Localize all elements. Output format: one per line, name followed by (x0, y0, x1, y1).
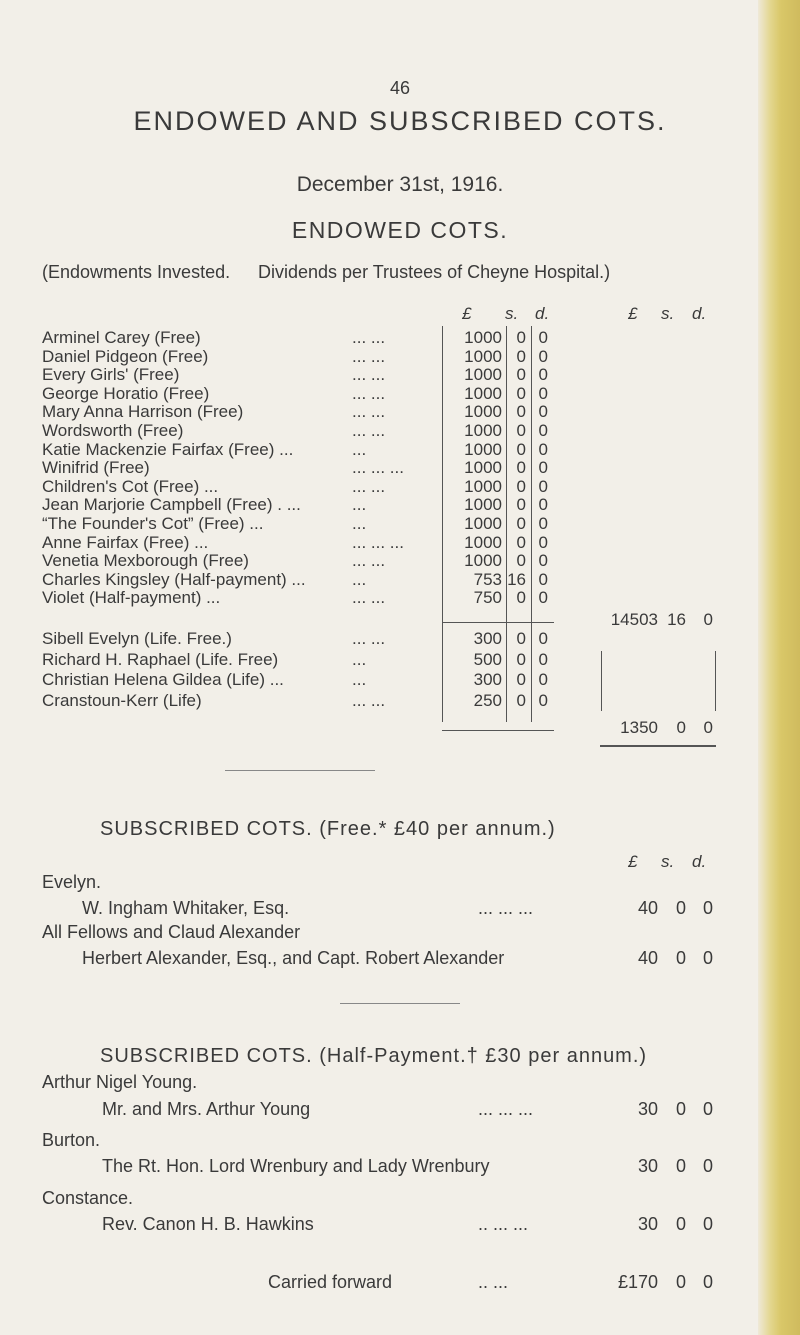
pounds-value: 750 (473, 588, 502, 608)
page-number: 46 (389, 78, 411, 98)
table-row (0, 670, 800, 692)
pence-value: 0 (538, 629, 548, 648)
leader-dots: ... ... ... (478, 1099, 534, 1119)
pounds-value: 40 (637, 898, 658, 918)
pence-value: 0 (538, 402, 548, 422)
shillings-value: 0 (516, 346, 526, 366)
pence-value: 0 (538, 476, 548, 496)
leader-dots: ... ... (352, 365, 386, 385)
leader-dots: ... ... (352, 402, 386, 422)
pounds-value: 1000 (464, 421, 502, 440)
leader-dots: ... (352, 439, 367, 459)
pence-value: 0 (538, 670, 548, 689)
cot-name: Mary Anna Harrison (Free) (42, 402, 244, 422)
column-headers-subscribed: £ s. d. (628, 852, 707, 871)
cot-name: Every Girls' (Free) (42, 365, 180, 385)
pence-value: 0 (538, 514, 548, 533)
leader-dots: ... ... (352, 551, 386, 571)
leader-dots: .. ... ... (478, 1214, 529, 1234)
leader-dots: ... ... ... (352, 532, 404, 552)
table-row (0, 948, 800, 972)
table-row (0, 629, 800, 651)
pence-value: 0 (702, 1099, 713, 1119)
leader-dots: ... (352, 514, 367, 533)
pounds-value: 40 (637, 948, 658, 968)
pounds-value: 1000 (464, 365, 502, 385)
donor-name: Rev. Canon H. B. Hawkins (102, 1214, 314, 1234)
leader-dots: ... (352, 495, 367, 515)
pounds-value: 250 (473, 690, 502, 710)
pounds-value: 1000 (464, 402, 502, 422)
cot-name: “The Founder's Cot” (Free) ... (42, 514, 264, 533)
shillings-value: 0 (675, 1156, 686, 1176)
table-row (0, 588, 800, 610)
leader-dots: ... ... (352, 588, 386, 608)
shillings-value: 0 (516, 551, 526, 571)
cot-name: Constance. (42, 1188, 134, 1208)
pence-value: 0 (538, 532, 548, 552)
pounds-value: 1000 (464, 346, 502, 366)
leader-dots: ... (352, 649, 367, 669)
shillings-value: 0 (516, 383, 526, 403)
table-row (0, 898, 800, 922)
pounds-value: 30 (637, 1156, 658, 1176)
carried-forward-row: Carried forward .. ... £170 0 0 (268, 1272, 713, 1292)
shillings-value: 0 (516, 476, 526, 496)
pounds-value: 1000 (464, 439, 502, 459)
table-row (0, 1099, 800, 1123)
cot-name: Venetia Mexborough (Free) (42, 551, 249, 571)
endowed-heading: ENDOWED COTS. (291, 217, 509, 243)
cot-name: Katie Mackenzie Fairfax (Free) ... (42, 439, 294, 459)
pence-value: 0 (538, 346, 548, 366)
cot-name: George Horatio (Free) (42, 383, 210, 403)
shillings-value: 0 (516, 458, 526, 478)
table-row (0, 1214, 800, 1238)
pounds-value: 300 (473, 670, 502, 689)
pounds-value: 1000 (464, 532, 502, 552)
cot-name: Arminel Carey (Free) (42, 328, 201, 347)
cot-name: Jean Marjorie Campbell (Free) . ... (42, 495, 301, 515)
table-row (0, 650, 800, 672)
leader-dots: ... ... (352, 690, 386, 710)
cot-name: Daniel Pidgeon (Free) (42, 346, 209, 366)
subtotal-row-2: 1350 0 0 (620, 718, 713, 737)
shillings-value: 0 (516, 439, 526, 459)
shillings-value: 0 (675, 898, 686, 918)
leader-dots: ... ... ... (352, 458, 404, 478)
cot-name: Children's Cot (Free) ... (42, 476, 219, 496)
cot-name: Sibell Evelyn (Life. Free.) (42, 629, 232, 648)
cot-name: Burton. (42, 1130, 101, 1150)
shillings-value: 0 (516, 649, 526, 669)
donor-name: W. Ingham Whitaker, Esq. (82, 898, 290, 918)
shillings-value: 0 (516, 670, 526, 689)
leader-dots: ... (352, 670, 367, 689)
leader-dots: ... ... (352, 328, 386, 347)
pence-value: 0 (538, 495, 548, 515)
pounds-value: 30 (637, 1214, 658, 1234)
shillings-value: 0 (516, 402, 526, 422)
pence-value: 0 (702, 948, 713, 968)
shillings-value: 0 (516, 588, 526, 608)
pounds-value: 1000 (464, 476, 502, 496)
pounds-value: 1000 (464, 458, 502, 478)
shillings-value: 0 (516, 532, 526, 552)
table-row (0, 1156, 800, 1180)
cot-name: Charles Kingsley (Half-payment) ... (42, 569, 306, 589)
pounds-value: 1000 (464, 495, 502, 515)
table-row (0, 691, 800, 713)
pence-value: 0 (538, 649, 548, 669)
pounds-value: 300 (473, 629, 502, 648)
pounds-value: 1000 (464, 383, 502, 403)
donor-name: The Rt. Hon. Lord Wrenbury and Lady Wrenbury (102, 1156, 490, 1176)
shillings-value: 0 (516, 421, 526, 440)
shillings-value: 0 (516, 629, 526, 648)
pence-value: 0 (538, 383, 548, 403)
pounds-value: 1000 (464, 328, 502, 347)
cot-name: Wordsworth (Free) (42, 421, 184, 440)
pence-value: 0 (702, 898, 713, 918)
pence-value: 0 (538, 365, 548, 385)
shillings-value: 0 (516, 495, 526, 515)
pounds-value: 30 (637, 1099, 658, 1119)
leader-dots: ... ... (352, 421, 386, 440)
column-headers-left: £ s. d. £ s. d. (462, 304, 707, 323)
shillings-value: 0 (516, 328, 526, 347)
total-rule (600, 745, 716, 747)
report-date: December 31st, 1916. (296, 173, 504, 196)
pounds-value: 500 (473, 649, 502, 669)
subscribed-free-heading: SUBSCRIBED COTS. (Free.* £40 per annum.) (100, 818, 556, 840)
shillings-value: 0 (516, 690, 526, 710)
endowments-note: (Endowments Invested. (42, 262, 231, 282)
leader-dots: ... ... (352, 629, 386, 648)
pence-value: 0 (538, 588, 548, 608)
pence-value: 0 (538, 421, 548, 440)
pounds-value: 1000 (464, 551, 502, 571)
cot-name: Christian Helena Gildea (Life) ... (42, 670, 284, 689)
pence-value: 0 (702, 1214, 713, 1234)
subtotal-row-1: 14503 16 0 (610, 610, 713, 629)
cot-name: Evelyn. (42, 872, 102, 892)
leader-dots: ... ... (352, 383, 386, 403)
shillings-value: 0 (675, 1099, 686, 1119)
pence-value: 0 (538, 439, 548, 459)
cot-name: Arthur Nigel Young. (42, 1072, 198, 1092)
page-title: ENDOWED AND SUBSCRIBED COTS. (133, 106, 667, 136)
donor-name: Mr. and Mrs. Arthur Young (102, 1099, 311, 1119)
pence-value: 0 (538, 569, 548, 589)
dividends-note: Dividends per Trustees of Cheyne Hospital.) (258, 262, 611, 282)
cot-name: Anne Fairfax (Free) ... (42, 532, 209, 552)
pence-value: 0 (702, 1156, 713, 1176)
shillings-value: 0 (675, 1214, 686, 1234)
pence-value: 0 (538, 690, 548, 710)
cot-name: Cranstoun-Kerr (Life) (42, 690, 202, 710)
leader-dots: ... ... (352, 346, 386, 366)
section-divider (340, 1003, 460, 1004)
pounds-value: 1000 (464, 514, 502, 533)
subscribed-half-heading: SUBSCRIBED COTS. (Half-Payment.† £30 per annum.) (100, 1045, 648, 1067)
shillings-value: 0 (516, 514, 526, 533)
cot-name: Winifrid (Free) (42, 458, 150, 478)
cot-name: Violet (Half-payment) ... (42, 588, 221, 608)
leader-dots: ... (352, 569, 367, 589)
shillings-value: 16 (507, 569, 526, 589)
leader-dots: ... ... ... (478, 898, 534, 918)
pence-value: 0 (538, 551, 548, 571)
shillings-value: 0 (675, 948, 686, 968)
leader-dots: ... ... (352, 476, 386, 496)
shillings-value: 0 (516, 365, 526, 385)
pence-value: 0 (538, 328, 548, 347)
cot-name: All Fellows and Claud Alexander (42, 922, 301, 942)
pence-value: 0 (538, 458, 548, 478)
section-divider (225, 770, 375, 771)
pounds-value: 753 (473, 569, 502, 589)
donor-name: Herbert Alexander, Esq., and Capt. Robert Alexander (82, 948, 505, 968)
cot-name: Richard H. Raphael (Life. Free) (42, 649, 279, 669)
